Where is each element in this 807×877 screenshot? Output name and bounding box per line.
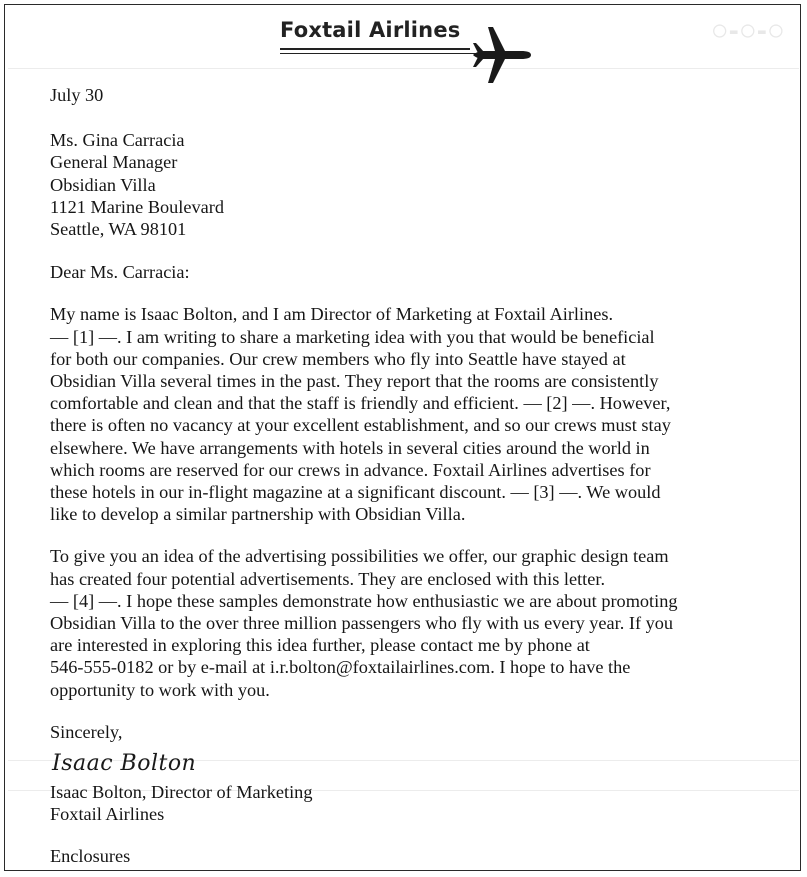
enclosures-note: Enclosures	[50, 846, 131, 867]
paragraph-line: for both our companies. Our crew members who fly into Seattle have stayed at	[50, 348, 626, 369]
bleed-through-decoration: ○-○-○	[710, 14, 785, 47]
paragraph-line: 546-555-0182 or by e-mail at i.r.bolton@foxtailairlines.com. I hope to have the	[50, 657, 631, 678]
paragraph-line: — [4] —. I hope these samples demonstrate how enthusiastic we are about promoting	[50, 590, 678, 611]
letter-date: July 30	[50, 85, 104, 105]
recipient-city-state-zip: Seattle, WA 98101	[50, 219, 187, 240]
paragraph-line: My name is Isaac Bolton, and I am Director of Marketing at Foxtail Airlines.	[50, 304, 614, 325]
paragraph-line: like to develop a similar partnership with Obsidian Villa.	[50, 504, 466, 525]
paragraph-line: Obsidian Villa several times in the past. They report that the rooms are consistently	[50, 371, 659, 392]
paragraph-line: has created four potential advertisements. They are enclosed with this letter.	[50, 568, 606, 589]
body-paragraph-1	[50, 303, 765, 525]
airplane-icon	[468, 22, 534, 88]
recipient-address	[50, 129, 765, 240]
recipient-name: Ms. Gina Carracia	[50, 130, 185, 151]
handwritten-signature: Isaac Bolton	[52, 751, 197, 777]
paragraph-line: opportunity to work with you.	[50, 679, 270, 700]
recipient-title: General Manager	[50, 152, 178, 173]
paragraph-line: these hotels in our in-flight magazine at a significant discount. — [3] —. We would	[50, 482, 661, 503]
paragraph-line: there is often no vacancy at your excellent establishment, and so our crews must stay	[50, 415, 671, 436]
paragraph-line: Obsidian Villa to the over three million passengers who fly with us every year. If you	[50, 613, 674, 634]
signer-name-title: Isaac Bolton, Director of Marketing	[50, 782, 313, 803]
paragraph-line: To give you an idea of the advertising possibilities we offer, our graphic design team	[50, 546, 669, 567]
signer-company: Foxtail Airlines	[50, 804, 165, 825]
signer-block	[50, 781, 765, 825]
paragraph-line: — [1] —. I am writing to share a marketing idea with you that would be beneficial	[50, 326, 655, 347]
logo-speed-lines	[280, 48, 480, 60]
recipient-organization: Obsidian Villa	[50, 174, 156, 195]
letter-body	[50, 84, 765, 868]
salutation: Dear Ms. Carracia:	[50, 262, 190, 283]
paragraph-line: which rooms are reserved for our crews in advance. Foxtail Airlines advertises for	[50, 459, 651, 480]
closing: Sincerely,	[50, 721, 123, 742]
company-logo-text: Foxtail Airlines	[280, 18, 461, 42]
letterhead	[280, 14, 540, 84]
recipient-street: 1121 Marine Boulevard	[50, 196, 224, 217]
paragraph-line: comfortable and clean and that the staff is friendly and efficient. — [2] —. However,	[50, 393, 671, 414]
paragraph-line: are interested in exploring this idea further, please contact me by phone at	[50, 635, 590, 656]
paragraph-line: elsewhere. We have arrangements with hotels in several cities around the world in	[50, 437, 650, 458]
body-paragraph-2	[50, 545, 765, 700]
